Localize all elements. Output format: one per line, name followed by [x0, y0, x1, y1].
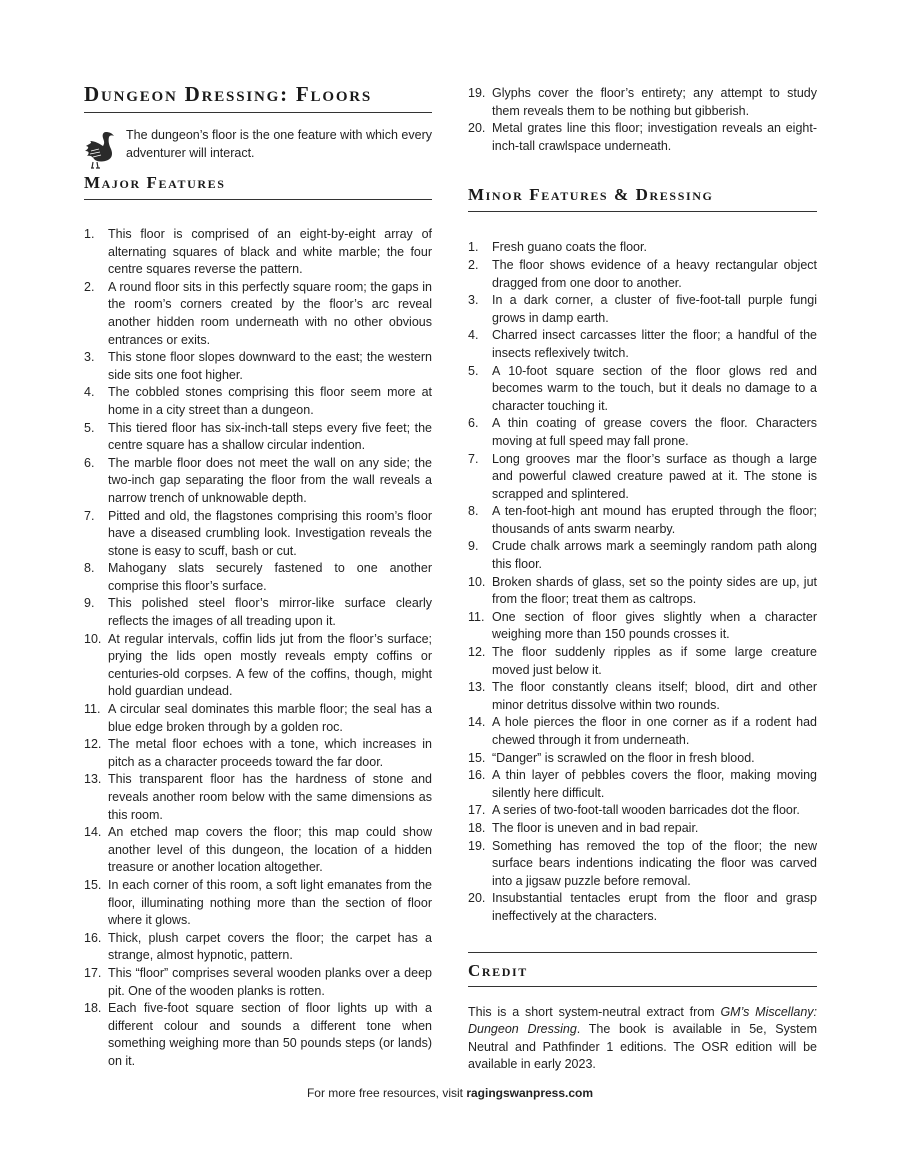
credit-rule: [468, 986, 817, 987]
list-item: 1. This floor is comprised of an eight-by-eight array of alternating squares of black and white marble; the four centre squares reverse the pattern.: [84, 227, 432, 277]
left-column: [84, 82, 432, 1071]
page-title: Dungeon Dressing: Floors: [84, 82, 373, 106]
list-item: 10. Broken shards of glass, set so the pointy sides are up, jut from the floor; treat them as caltrops.: [468, 574, 817, 607]
footer-link[interactable]: ragingswanpress.com: [466, 1086, 594, 1100]
minor-features-rule: [468, 211, 817, 212]
list-item: 8. A ten-foot-high ant mound has erupted through the floor; thousands of ants swarm nearby.: [468, 504, 817, 536]
list-item: 10. At regular intervals, coffin lids jut from the floor’s surface; prying the lids open mostly reveals empty coffins or centuries-old corpses. A few of the coffins, though, might hold guardian undead.: [84, 631, 432, 699]
list-item: 4. Charred insect carcasses litter the floor; a handful of the insects reflexively twitch.: [468, 328, 817, 360]
list-item: 11. A circular seal dominates this marble floor; the seal has a blue edge broken through by a golden roc.: [84, 702, 432, 734]
minor-features-heading: Minor Features & Dressing: [468, 185, 714, 205]
list-item: 20. Insubstantial tentacles erupt from the floor and grasp ineffectively at the characters.: [468, 891, 817, 923]
list-item: 16. Thick, plush carpet covers the floor; the carpet has a strange, almost hypnotic, pattern.: [84, 930, 432, 963]
swan-icon: [84, 129, 118, 169]
intro-text: The dungeon’s floor is the one feature with which every adventurer will interact.: [126, 128, 432, 160]
list-item: 17. This “floor” comprises several wooden planks over a deep pit. One of the wooden planks is rotten.: [84, 965, 432, 998]
list-item: 14. A hole pierces the floor in one corner as if a rodent had chewed through it from underneath.: [468, 715, 817, 747]
list-item: 19. Glyphs cover the floor’s entirety; any attempt to study them reveals them to be nothing but gibberish.: [468, 86, 817, 118]
credit-text: This is a short system-neutral extract from GM’s Miscellany: Dungeon Dressing. The book is available in 5e, System Neutral and Pathfinder 1 editions. The OSR edition will be available in early 2023.: [468, 1004, 817, 1072]
list-item: 12. The metal floor echoes with a tone, which increases in pitch as a character proceeds toward the far door.: [84, 737, 432, 769]
list-item: 11. One section of floor gives slightly when a character weighing more than 150 pounds crosses it.: [468, 609, 817, 642]
list-item: 3. In a dark corner, a cluster of five-foot-tall purple fungi grows in damp earth.: [468, 293, 817, 325]
major-features-heading: Major Features: [84, 173, 226, 192]
list-item: 18. The floor is uneven and in bad repair.: [468, 820, 699, 835]
list-item: 15. “Danger” is scrawled on the floor in fresh blood.: [468, 750, 755, 765]
list-item: 15. In each corner of this room, a soft light emanates from the floor, illuminating nothing more than the section of floor where it glows.: [84, 877, 432, 928]
intro: [84, 127, 432, 169]
title-rule: [84, 112, 432, 113]
major-features-rule: [84, 199, 432, 200]
major-features-list-continued: [468, 85, 817, 155]
list-item: 7. Pitted and old, the flagstones comprising this room’s floor have a diseased crumbling look. Investigation reveals the stone is easy to scuff, bash or cut.: [84, 508, 432, 558]
list-item: 13. This transparent floor has the hardness of stone and reveals another room below with the same dimensions as this room.: [84, 772, 432, 822]
footer-text: For more free resources, visit: [306, 1086, 467, 1100]
list-item: 2. A round floor sits in this perfectly square room; the gaps in the room’s corners created by the floor’s arc reveal another hidden room underneath with no other obvious entrances or exits.: [84, 279, 432, 347]
list-item: 3. This stone floor slopes downward to the east; the western side sits one foot higher.: [84, 350, 432, 382]
right-column: [468, 85, 817, 1074]
list-item: 6. A thin coating of grease covers the floor. Characters moving at full speed may fall prone.: [468, 416, 817, 448]
list-item: 19. Something has removed the top of the floor; the new surface bears indentions indicating the floor was carved into a jigsaw puzzle before removal.: [468, 838, 817, 888]
list-item: 1. Fresh guano coats the floor.: [468, 240, 647, 255]
list-item: 20. Metal grates line this floor; investigation reveals an eight-inch-tall crawlspace underneath.: [468, 121, 817, 153]
minor-features-list: [468, 239, 817, 925]
book-title: GM’s Miscellany: Dungeon Dressing: [468, 1004, 817, 1037]
list-item: 16. A thin layer of pebbles covers the floor, making moving silently here difficult.: [468, 768, 817, 800]
list-item: 18. Each five-foot square section of floor lights up with a different colour and sounds a different tone when something weighing more than 50 pounds steps (or lands) on it.: [84, 1001, 432, 1068]
list-item: 17. A series of two-foot-tall wooden barricades dot the floor.: [468, 803, 800, 818]
footer: [0, 1086, 900, 1100]
major-features-list: [84, 226, 432, 1071]
list-item: 12. The floor suddenly ripples as if some large creature moved just below it.: [468, 645, 817, 677]
list-item: 8. Mahogany slats securely fastened to one another comprise this floor’s surface.: [84, 561, 432, 593]
list-item: 2. The floor shows evidence of a heavy rectangular object dragged from one door to another.: [468, 257, 817, 290]
list-item: 5. This tiered floor has six-inch-tall steps every five feet; the centre square has a shallow circular indention.: [84, 420, 432, 453]
list-item: 5. A 10-foot square section of the floor glows red and becomes warm to the touch, but it deals no damage to a character touching it.: [468, 363, 817, 413]
list-item: 6. The marble floor does not meet the wall on any side; the two-inch gap separating the floor from the wall reveals a narrow trench of unknowable depth.: [84, 455, 432, 505]
list-item: 14. An etched map covers the floor; this map could show another level of this dungeon, the location of a hidden treasure or another location altogether.: [84, 825, 432, 875]
list-item: 13. The floor constantly cleans itself; blood, dirt and other minor detritus dissolve within two rounds.: [468, 680, 817, 712]
list-item: 4. The cobbled stones comprising this floor seem more at home in a city street than a dungeon.: [84, 385, 432, 417]
list-item: 9. This polished steel floor’s mirror-like surface clearly reflects the images of all treading upon it.: [84, 596, 432, 629]
list-item: 9. Crude chalk arrows mark a seemingly random path along this floor.: [468, 539, 817, 572]
list-item: 7. Long grooves mar the floor’s surface as though a large and powerful clawed creature pawed at it. The stone is scrapped and splintered.: [468, 451, 817, 501]
credit-heading: Credit: [468, 960, 528, 980]
credit-top-rule: [468, 952, 817, 953]
